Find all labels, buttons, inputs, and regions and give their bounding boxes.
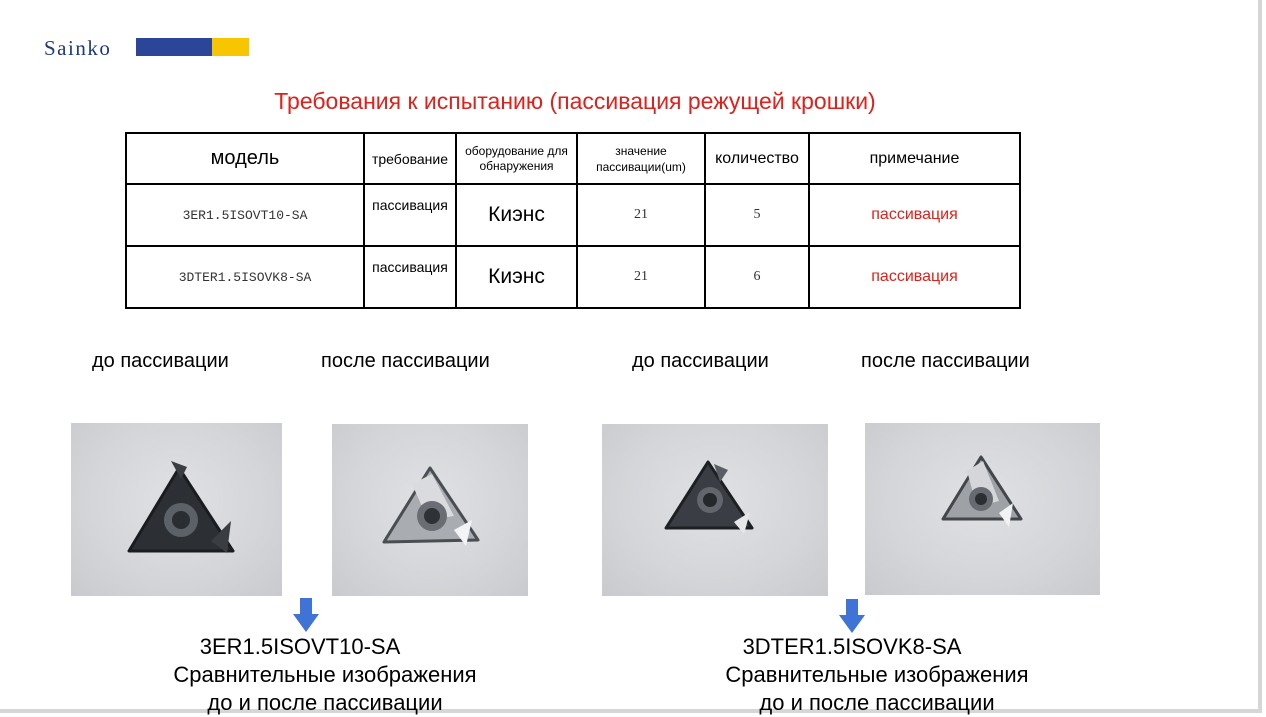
caption-before-2: до пассивации <box>632 350 769 372</box>
arrow-down-icon <box>839 599 865 633</box>
arrow-down-icon <box>293 598 319 632</box>
header-equipment: оборудование для обнаружения <box>456 133 577 184</box>
cell-note: пассивация <box>809 246 1020 308</box>
test-requirements-table <box>125 132 1021 309</box>
cell-note: пассивация <box>809 184 1020 246</box>
header-passivation-value: значение пассивации(um) <box>577 133 705 184</box>
cell-model: 3ER1.5ISOVT10-SA <box>126 184 364 246</box>
comparison-text-1b: до и после пассивации <box>207 690 443 715</box>
table-header-row <box>126 133 1020 184</box>
cell-quantity: 5 <box>705 184 809 246</box>
caption-after-2: после пассивации <box>861 350 1030 372</box>
brand-bar-yellow <box>212 38 249 56</box>
caption-after-1: после пассивации <box>321 350 490 372</box>
cell-equipment: Киэнс <box>456 184 577 246</box>
comparison-label-2 <box>672 633 1082 717</box>
comparison-label-1 <box>120 633 530 717</box>
insert-photo-before-2 <box>602 424 828 596</box>
header-quantity: количество <box>705 133 809 184</box>
brand-bar-blue <box>136 38 212 56</box>
cell-requirement: пассивация <box>364 246 456 308</box>
header-requirement: требование <box>364 133 456 184</box>
comparison-text-2b: до и после пассивации <box>759 690 995 715</box>
insert-photo-after-1 <box>332 424 528 596</box>
cell-equipment: Киэнс <box>456 246 577 308</box>
insert-photo-before-1 <box>71 423 282 596</box>
brand-logo-text: Sainko <box>44 36 112 60</box>
table-row <box>126 184 1020 246</box>
header-model: модель <box>126 133 364 184</box>
cell-quantity: 6 <box>705 246 809 308</box>
cell-passivation-value: 21 <box>577 184 705 246</box>
cell-passivation-value: 21 <box>577 246 705 308</box>
comparison-model-2: 3DTER1.5ISOVK8-SA <box>742 634 962 659</box>
slide-title: Требования к испытанию (пассивация режущей крошки) <box>274 88 876 114</box>
header-note: примечание <box>809 133 1020 184</box>
table-row <box>126 246 1020 308</box>
comparison-model-1: 3ER1.5ISOVT10-SA <box>199 634 401 659</box>
insert-photo-after-2 <box>865 423 1100 595</box>
cell-model: 3DTER1.5ISOVK8-SA <box>126 246 364 308</box>
comparison-text-1: Сравнительные изображения <box>173 662 477 687</box>
comparison-text-2: Сравнительные изображения <box>725 662 1029 687</box>
cell-requirement: пассивация <box>364 184 456 246</box>
caption-before-1: до пассивации <box>92 350 229 372</box>
